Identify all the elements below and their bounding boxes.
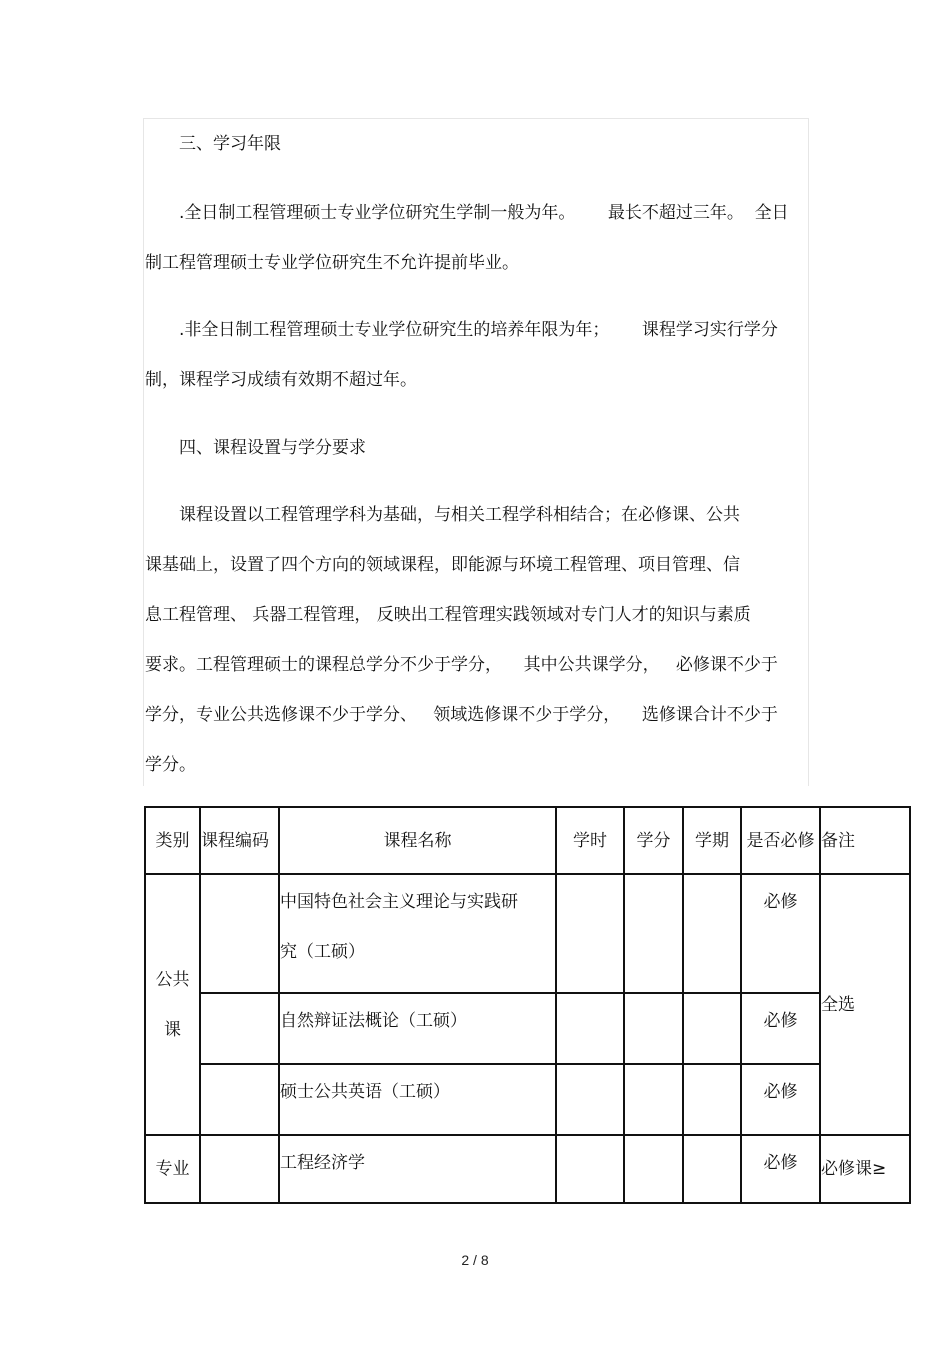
table-row xyxy=(145,1064,910,1135)
course-code-cell xyxy=(200,1135,279,1203)
hours-cell xyxy=(556,1135,624,1203)
header-category: 类别 xyxy=(145,807,200,874)
paragraph-3-line-5: 学分，专业公共选修课不少于学分、 领域选修课不少于学分， 选修课合计不少于 xyxy=(145,705,778,725)
course-name-line-1: 中国特色社会主义理论与实践研 xyxy=(280,892,518,912)
header-semester: 学期 xyxy=(683,807,741,874)
category-public-line-2: 课 xyxy=(164,1019,181,1040)
header-course-code: 课程编码 xyxy=(200,807,279,874)
category-public-line-1: 公共 xyxy=(155,969,190,990)
semester-cell xyxy=(683,1064,741,1135)
course-name-cell: 自然辩证法概论（工硕） xyxy=(279,993,556,1064)
hours-cell xyxy=(556,1064,624,1135)
header-required: 是否必修 xyxy=(741,807,820,874)
paragraph-3-line-4: 要求。工程管理硕士的课程总学分不少于学分， 其中公共课学分， 必修课不少于 xyxy=(145,655,778,675)
header-notes: 备注 xyxy=(820,807,910,874)
public-notes-cell: 全选 xyxy=(820,874,910,1135)
header-hours: 学时 xyxy=(556,807,624,874)
paragraph-2-line-2: 制，课程学习成绩有效期不超过年。 xyxy=(145,370,417,390)
course-code-cell xyxy=(200,874,279,993)
category-major: 专业 xyxy=(145,1135,200,1203)
table-row xyxy=(145,1135,910,1203)
paragraph-3-line-2: 课基础上，设置了四个方向的领域课程，即能源与环境工程管理、项目管理、信 xyxy=(145,555,740,575)
paragraph-1-line-1: .全日制工程管理硕士专业学位研究生学制一般为年。 最长不超过三年。 全日 xyxy=(179,203,789,223)
course-code-cell xyxy=(200,1064,279,1135)
course-name-cell: 工程经济学 xyxy=(279,1135,556,1203)
credits-cell xyxy=(624,1064,683,1135)
header-credits: 学分 xyxy=(624,807,683,874)
semester-cell xyxy=(683,1135,741,1203)
paragraph-3-line-3: 息工程管理、 兵器工程管理， 反映出工程管理实践领域对专门人才的知识与素质 xyxy=(145,605,751,625)
course-name-line-2: 究（工硕） xyxy=(280,942,365,962)
notes-cell: 必修课≥ xyxy=(820,1135,910,1203)
hours-cell xyxy=(556,993,624,1064)
required-cell: 必修 xyxy=(741,874,820,993)
paragraph-3-line-1: 课程设置以工程管理学科为基础，与相关工程学科相结合；在必修课、公共 xyxy=(179,505,740,525)
category-public xyxy=(145,874,200,1135)
section-3-title: 三、学习年限 xyxy=(179,134,281,154)
section-4-title: 四、课程设置与学分要求 xyxy=(179,438,366,458)
paragraph-1-line-2: 制工程管理硕士专业学位研究生不允许提前毕业。 xyxy=(145,253,519,273)
semester-cell xyxy=(683,993,741,1064)
table-header-row xyxy=(145,807,910,874)
course-table xyxy=(144,806,911,1204)
required-cell: 必修 xyxy=(741,1064,820,1135)
header-course-name: 课程名称 xyxy=(279,807,556,874)
table-row xyxy=(145,993,910,1064)
semester-cell xyxy=(683,874,741,993)
credits-cell xyxy=(624,993,683,1064)
required-cell: 必修 xyxy=(741,993,820,1064)
paragraph-2-line-1: .非全日制工程管理硕士专业学位研究生的培养年限为年； 课程学习实行学分 xyxy=(179,320,778,340)
required-cell: 必修 xyxy=(741,1135,820,1203)
page-number: 2 / 8 xyxy=(461,1252,489,1268)
paragraph-3-line-6: 学分。 xyxy=(145,755,196,775)
credits-cell xyxy=(624,874,683,993)
credits-cell xyxy=(624,1135,683,1203)
course-name-cell xyxy=(279,874,556,993)
course-code-cell xyxy=(200,993,279,1064)
course-name-cell: 硕士公共英语（工硕） xyxy=(279,1064,556,1135)
table-row xyxy=(145,874,910,993)
hours-cell xyxy=(556,874,624,993)
